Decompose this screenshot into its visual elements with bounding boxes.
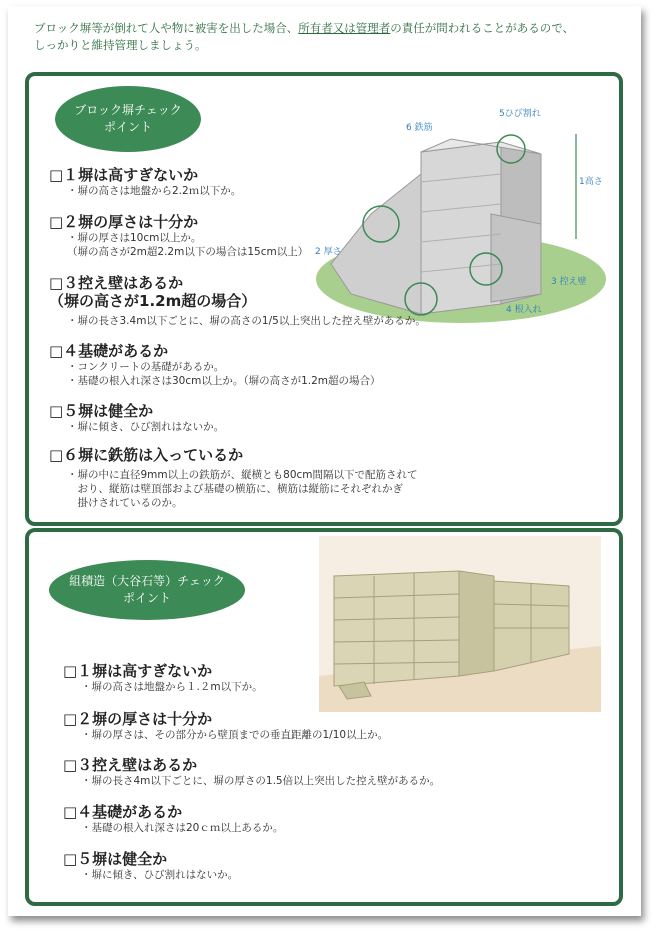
masonry-item-3-title: □３控え壁はあるか — [63, 756, 198, 774]
block-item-4-line-1: ・コンクリートの基礎があるか。 — [67, 361, 225, 373]
masonry-item-1-line-1: ・塀の高さは地盤から１.２m以下か。 — [81, 681, 263, 693]
block-item-6-line-1: ・塀の中に直径9mm以上の鉄筋が、縦横とも80cm間隔以下で配筋されて — [67, 469, 418, 481]
block-item-6-line-3: 掛けされているのか。 — [67, 497, 183, 509]
block-item-2 — [49, 213, 308, 259]
intro-line1-underline: 所有者又は管理者 — [298, 21, 391, 35]
masonry-badge-line1: 組積造（大谷石等）チェック — [69, 574, 225, 588]
intro-line1-a: ブロック塀等が倒れて人や物に被害を出した場合、 — [34, 21, 299, 35]
block-wall-section — [25, 72, 623, 526]
label-crack: 5ひび割れ — [499, 109, 541, 119]
masonry-badge — [49, 560, 245, 620]
label-foundation: 4 根入れ — [506, 305, 542, 315]
intro-line1-c: の責任が問われることがあるので、 — [390, 21, 575, 35]
masonry-item-1 — [63, 662, 263, 694]
block-item-2-line-1: ・塀の厚さは10cm以上か。 — [67, 232, 202, 244]
block-item-5 — [49, 402, 224, 434]
masonry-item-3-line-1: ・塀の長さ4m以下ごとに、塀の厚さの1.5倍以上突出した控え壁があるか。 — [81, 775, 441, 787]
label-thickness: 2 厚さ — [315, 247, 342, 257]
block-item-4 — [49, 342, 381, 388]
masonry-item-5-title: □５塀は健全か — [63, 850, 168, 868]
masonry-item-4-line-1: ・基礎の根入れ深さは20ｃｍ以上あるか。 — [81, 822, 284, 834]
wall-pilaster — [459, 571, 494, 676]
block-item-3-subtitle: （塀の高さが1.2m超の場合） — [49, 292, 257, 310]
block-badge-line1: ブロック塀チェック — [74, 103, 182, 117]
block-item-6-title: □６塀に鉄筋は入っているか — [49, 446, 244, 464]
block-item-3 — [49, 274, 426, 328]
label-rebar: 6 鉄筋 — [406, 123, 433, 133]
block-item-4-line-2: ・基礎の根入れ深さは30cm以上か。（塀の高さが1.2m超の場合） — [67, 375, 381, 387]
wall-main-face — [334, 571, 459, 686]
block-item-6 — [49, 446, 418, 510]
masonry-badge-line2: ポイント — [122, 591, 171, 605]
masonry-item-3 — [63, 756, 440, 788]
masonry-item-5-line-1: ・塀に傾き、ひび割れはないか。 — [81, 869, 239, 881]
block-item-2-line-2: （塀の高さが2m超2.2m以下の場合は15cm以上） — [67, 246, 309, 258]
masonry-item-2-title: □２塀の厚さは十分か — [63, 710, 213, 728]
masonry-item-5 — [63, 850, 238, 882]
masonry-item-2 — [63, 710, 388, 742]
stone-wall-illustration — [319, 536, 601, 712]
block-badge-line2: ポイント — [103, 120, 152, 134]
block-item-5-title: □５塀は健全か — [49, 402, 154, 420]
block-item-1 — [49, 166, 241, 198]
block-item-3-title: □３控え壁はあるか — [49, 274, 184, 292]
masonry-item-4-title: □４基礎があるか — [63, 803, 183, 821]
block-item-2-title: □２塀の厚さは十分か — [49, 213, 199, 231]
masonry-item-2-line-1: ・塀の厚さは、その部分から壁頂までの垂直距離の1/10以上か。 — [81, 729, 389, 741]
intro-line2: しっかりと維持管理しましょう。 — [34, 38, 207, 52]
block-item-1-title: □１塀は高すぎないか — [49, 166, 199, 184]
block-item-3-line-1: ・塀の長さ3.4m以下ごとに、塀の高さの1/5以上突出した控え壁があるか。 — [67, 315, 426, 327]
block-item-4-title: □４基礎があるか — [49, 342, 169, 360]
masonry-item-4 — [63, 803, 283, 835]
label-buttress: 3 控え壁 — [551, 277, 587, 287]
masonry-item-1-title: □１塀は高すぎないか — [63, 662, 213, 680]
block-item-1-line-1: ・塀の高さは地盤から2.2ｍ以下か。 — [67, 185, 242, 197]
block-wall-badge — [55, 86, 201, 152]
label-height: 1高さ — [579, 177, 603, 187]
intro-text — [34, 20, 624, 54]
document-sheet — [8, 6, 641, 916]
block-item-6-line-2: おり、縦筋は壁頂部および基礎の横筋に、横筋は縦筋にそれぞれかぎ — [67, 483, 403, 495]
masonry-section — [25, 528, 623, 906]
block-item-5-line-1: ・塀に傾き、ひび割れはないか。 — [67, 421, 225, 433]
